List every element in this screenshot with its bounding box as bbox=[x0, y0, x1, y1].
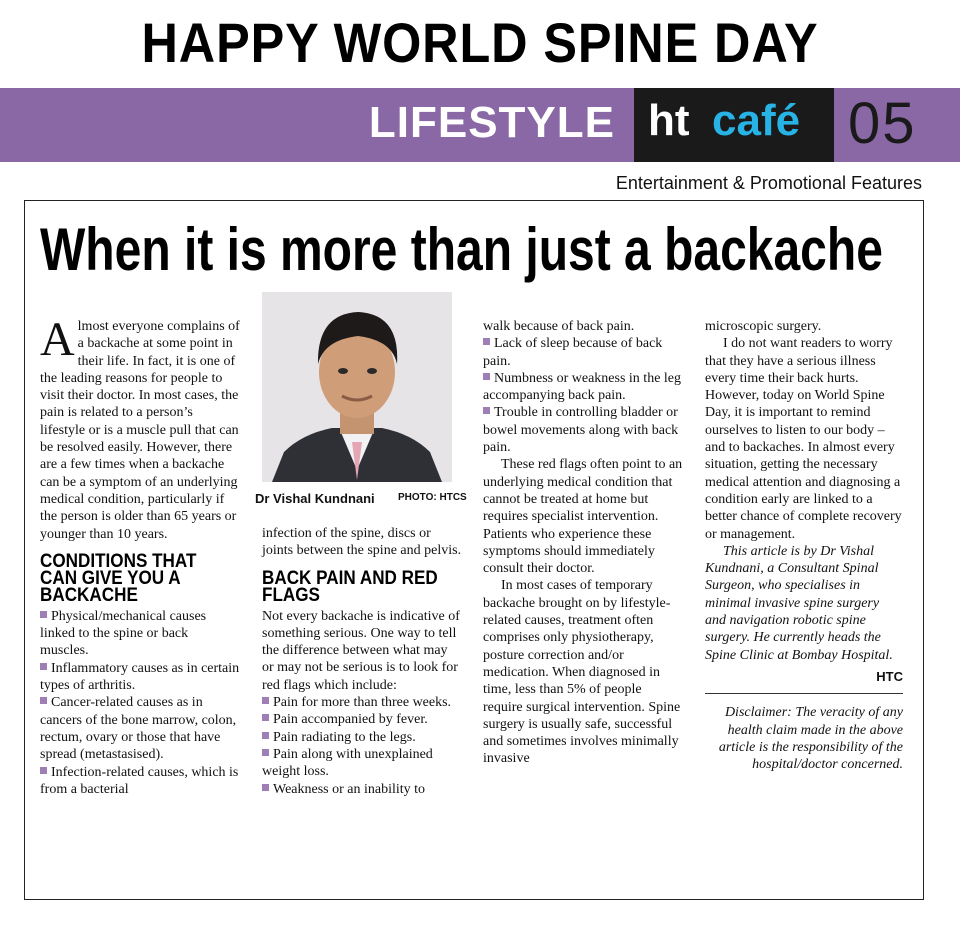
body-paragraph: These red flags often point to an underlying medical condition that cannot be treated at home but requires specialist intervention. Patients who experience these symptoms should immediately consult their doctor. bbox=[483, 457, 683, 577]
author-photo bbox=[262, 292, 452, 482]
photo-credit: PHOTO: HTCS bbox=[398, 492, 467, 503]
page-number: 05 bbox=[848, 91, 917, 156]
bullet-square-icon bbox=[483, 373, 490, 380]
bullet-square-icon bbox=[40, 611, 47, 618]
photo-caption: Dr Vishal Kundnani bbox=[255, 491, 375, 506]
bullet-item: Trouble in controlling bladder or bowel movements along with back pain. bbox=[483, 405, 679, 456]
divider bbox=[705, 693, 903, 694]
section-label: LIFESTYLE bbox=[368, 98, 615, 147]
bullet-item: Lack of sleep because of back pain. bbox=[483, 336, 663, 369]
brand-ht: ht bbox=[648, 96, 690, 145]
bullet-square-icon bbox=[483, 338, 490, 345]
bullet-item: Pain accompanied by fever. bbox=[262, 711, 462, 728]
bullet-square-icon bbox=[262, 784, 269, 791]
bullet-item: Infection-related causes, which is from a bacterial bbox=[40, 764, 239, 797]
brand-cafe: café bbox=[712, 96, 801, 145]
bullet-square-icon bbox=[262, 732, 269, 739]
bullet-item: Pain radiating to the legs. bbox=[262, 729, 462, 746]
bullet-square-icon bbox=[262, 714, 269, 721]
red-flags-intro: Not every backache is indicative of something serious. One way to tell the difference between what may or may not be serious is to look for red flags which include: bbox=[262, 608, 460, 693]
body-paragraph: I do not want readers to worry that they have a serious illness every time their back hurts. However, today on World Spine Day, it is important to remind ourselves to listen to our body – and to backaches. In almost every situation, getting the necessary medical attention and diagnosing a condition early are linked to a better chance of complete recovery or management. bbox=[705, 336, 902, 542]
article-column-4 bbox=[705, 318, 903, 773]
section-band bbox=[0, 88, 960, 162]
bullet-square-icon bbox=[262, 749, 269, 756]
article-headline: When it is more than just a backache bbox=[40, 216, 883, 283]
section-subtitle: Entertainment & Promotional Features bbox=[615, 173, 922, 193]
bullet-item: Physical/mechanical causes linked to the spine or back muscles. bbox=[40, 608, 207, 659]
bullet-item: Numbness or weakness in the leg accompanying back pain. bbox=[483, 370, 682, 404]
bullet-item: Pain along with unexplained weight loss. bbox=[262, 746, 433, 780]
bullet-item: Cancer-related causes as in cancers of the bone marrow, colon, rectum, ovary or those that have spread (metastasised). bbox=[40, 695, 237, 763]
bullet-item: Pain for more than three weeks. bbox=[262, 694, 462, 711]
body-paragraph: In most cases of temporary backache brought on by lifestyle-related causes, treatment often comprises only physiotherapy, posture correction and/or medication. When diagnosed in time, less than 5% of people require surgical intervention. Spine surgery is usually safe, successful and sometimes involves minimally invasive bbox=[483, 578, 681, 767]
intro-text: lmost everyone complains of a backache at some point in their life. In fact, it is one of the leading reasons for people to visit their doctor. In most cases, the pain is related to a person’s lifestyle or is a muscle pull that can be resolved easily. However, there are a few times when a backache can be a symptom of an underlying medical condition, particularly if the person is older than 65 years or younger than 10 years. bbox=[40, 319, 240, 542]
drop-cap: A bbox=[40, 313, 75, 366]
article-column-1 bbox=[40, 313, 240, 798]
continued-text: microscopic surgery. bbox=[705, 319, 822, 334]
bullet-square-icon bbox=[40, 767, 47, 774]
subhead-red-flags: BACK PAIN AND RED FLAGS bbox=[262, 567, 438, 606]
bullet-square-icon bbox=[262, 697, 269, 704]
bullet-item: Weakness or an inability to bbox=[262, 781, 462, 798]
byline-signature: HTC bbox=[876, 668, 903, 684]
page-banner-title: HAPPY WORLD SPINE DAY bbox=[141, 11, 819, 74]
intro-paragraph bbox=[40, 313, 240, 543]
article-column-2 bbox=[262, 525, 462, 798]
bullet-square-icon bbox=[40, 697, 47, 704]
author-bio: This article is by Dr Vishal Kundnani, a Consultant Spinal Surgeon, who specialises in minimal invasive spine surgery and navigation robotic spine surgery. He currently heads the Spine Clinic at Bombay Hospital. bbox=[705, 543, 893, 663]
article-column-3 bbox=[483, 318, 683, 768]
subhead-conditions: CONDITIONS THAT CAN GIVE YOU A BACKACHE bbox=[40, 550, 197, 606]
portrait-image bbox=[262, 292, 452, 482]
bullet-square-icon bbox=[40, 663, 47, 670]
brand-logo bbox=[634, 88, 834, 162]
disclaimer-text: Disclaimer: The veracity of any health claim made in the above article is the responsibility of the hospital/doctor concerned. bbox=[718, 705, 903, 773]
bullet-square-icon bbox=[483, 407, 490, 414]
continued-text: infection of the spine, discs or joints between the spine and pelvis. bbox=[262, 526, 462, 559]
continued-text: walk because of back pain. bbox=[483, 319, 635, 334]
bullet-item: Inflammatory causes as in certain types of arthritis. bbox=[40, 660, 240, 694]
